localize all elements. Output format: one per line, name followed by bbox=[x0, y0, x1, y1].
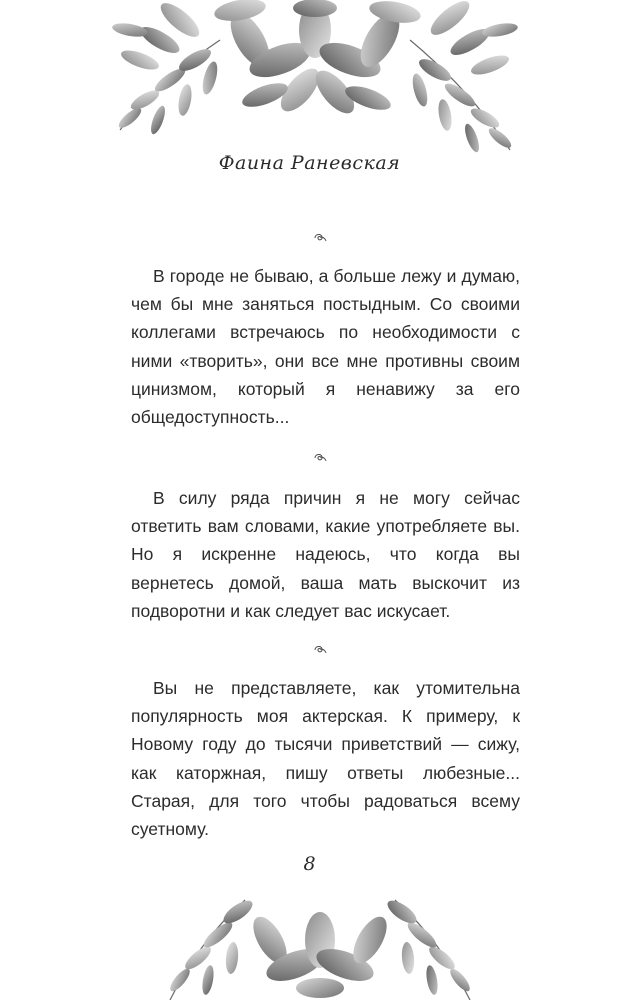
floral-bottom-illustration bbox=[150, 880, 490, 1000]
swirl-ornament-icon bbox=[313, 232, 327, 244]
paragraph: В городе не бываю, а больше лежу и думаю, чем бы мне заняться постыдным. Со своими коллегами встречаюсь по необходимости с ними «творить», они все мне противны своим цинизмом, который я ненавижу за его общедоступность... bbox=[131, 266, 520, 428]
swirl-ornament-icon bbox=[313, 644, 327, 656]
paragraph: Вы не представляете, как утомительна популярность моя актерская. К примеру, к Новому году до тысячи приветствий — сижу, как каторжная, пишу ответы любезные... Старая, для того чтобы радоваться всему суетному. bbox=[131, 678, 520, 840]
paragraph: В силу ряда причин я не могу сейчас ответить вам словами, какие употребляете вы. Но я искренне надеюсь, что когда вы вернетесь домой, ваша мать выскочит из подворотни и как следует вас искусает. bbox=[131, 488, 520, 621]
swirl-ornament-icon bbox=[313, 452, 327, 464]
floral-top-illustration bbox=[100, 0, 530, 165]
running-head: Фаина Раневская bbox=[218, 152, 401, 174]
page-number: 8 bbox=[303, 853, 316, 875]
